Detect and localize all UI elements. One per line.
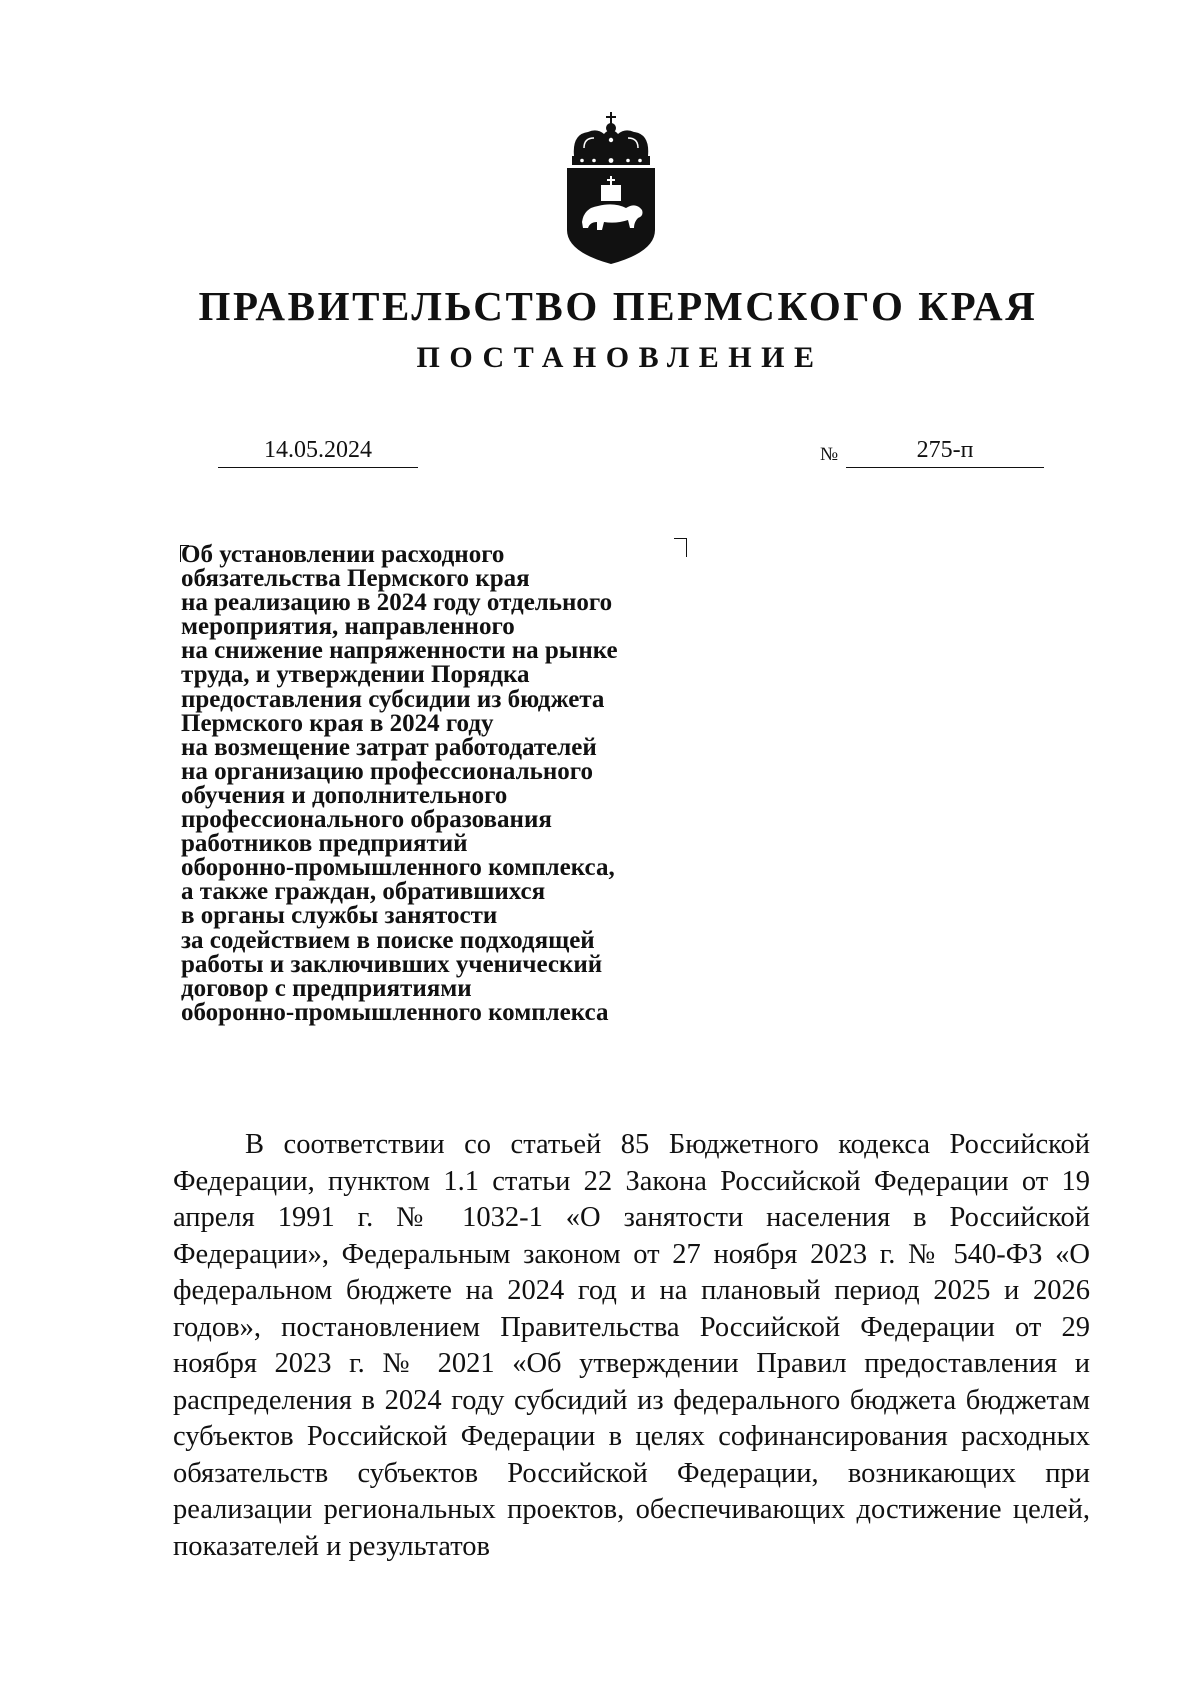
subject-line: на возмещение затрат работодателей bbox=[181, 733, 597, 761]
government-name: ПРАВИТЕЛЬСТВО ПЕРМСКОГО КРАЯ bbox=[198, 283, 1038, 329]
document-subject bbox=[181, 543, 701, 1025]
subject-line: договор с предприятиями bbox=[181, 974, 472, 1002]
subject-line: труда, и утверждении Порядка bbox=[181, 661, 530, 689]
subject-line: профессионального образования bbox=[181, 806, 552, 834]
subject-line: за содействием в поиске подходящей bbox=[181, 926, 595, 954]
number-sign: № bbox=[820, 444, 839, 465]
coat-of-arms-icon bbox=[564, 110, 658, 266]
subject-line: на снижение напряженности на рынке bbox=[181, 637, 618, 665]
subject-line: работы и заключивших ученический bbox=[181, 950, 603, 978]
document-date: 14.05.2024 bbox=[218, 433, 418, 468]
body-paragraph: В соответствии со статьей 85 Бюджетного кодекса Российской Федерации, пунктом 1.1 статьи 22 Закона Российской Федерации от 19 апреля 1991 г. № 1032-1 «О занятости населения в Российской Федерации», Федеральным законом от 27 ноября 2023 г. № 540-ФЗ «О федеральном бюджете на 2024 год и на плановый период 2025 и 2026 годов», постановлением Правительства Российской Федерации от 29 ноября 2023 г. № 2021 «Об утверждении Правил предоставления и распределения в 2024 году субсидий из федерального бюджета бюджетам субъектов Российской Федерации в целях софинансирования расходных обязательств субъектов Российской Федерации, возникающих при реализации региональных проектов, обеспечивающих достижение целей, показателей и результатов bbox=[173, 1129, 1090, 1562]
subject-line: на организацию профессионального bbox=[181, 757, 594, 785]
subject-line: в органы службы занятости bbox=[181, 902, 498, 930]
subject-line: Пермского края в 2024 году bbox=[181, 709, 494, 737]
subject-line: оборонно-промышленного комплекса bbox=[181, 998, 609, 1026]
subject-line: оборонно-промышленного комплекса, bbox=[181, 854, 615, 882]
subject-line: обязательства Пермского края bbox=[181, 565, 530, 593]
subject-line: работников предприятий bbox=[181, 830, 468, 858]
subject-line: а также граждан, обратившихся bbox=[181, 878, 546, 906]
subject-line: на реализацию в 2024 году отдельного bbox=[181, 589, 613, 617]
subject-line: предоставления субсидии из бюджета bbox=[181, 685, 605, 713]
document-number: 275-п bbox=[846, 433, 1044, 468]
subject-line: мероприятия, направленного bbox=[181, 613, 515, 641]
subject-line: Об установлении расходного bbox=[181, 541, 505, 568]
subject-line: обучения и дополнительного bbox=[181, 781, 508, 809]
document-type-heading: ПОСТАНОВЛЕНИЕ bbox=[416, 341, 824, 374]
